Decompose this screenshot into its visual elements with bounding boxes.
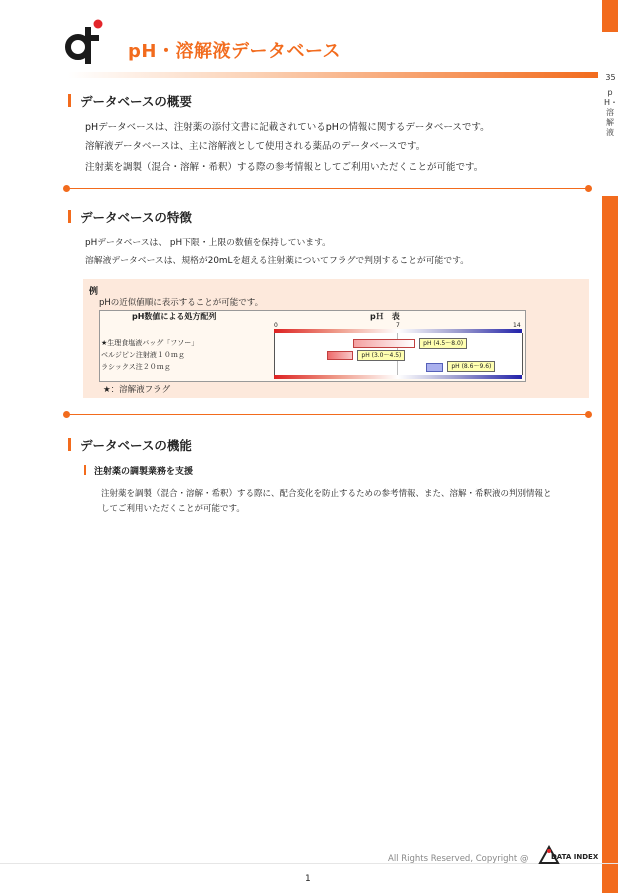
section-marker [68, 438, 71, 451]
overview-line-3: 注射薬を調製（混合・溶解・希釈）する際の参考情報としてご利用いただくことが可能です。 [85, 162, 484, 173]
ph-range-bar [426, 363, 444, 372]
data-index-brand: DATA INDEX [551, 853, 599, 861]
functions-line-2: してご利用いただくことが可能です。 [101, 504, 245, 514]
features-title: データベースの特徴 [80, 210, 192, 225]
functions-subtitle: 注射薬の調製業務を支援 [94, 467, 194, 477]
ph-range-label: pH (3.0～4.5) [357, 350, 405, 361]
ph-scale-bottom-bar [274, 375, 522, 379]
side-tab-number: 35 [605, 73, 616, 82]
divider-dot-right [585, 411, 592, 418]
page-title: pH・溶解液データベース [128, 41, 342, 62]
header-gradient-line [68, 72, 598, 78]
ph-scale-title: pＨ 表 [370, 312, 400, 321]
features-line-1: pHデータベースは、 pH下限・上限の数値を保持しています。 [85, 238, 331, 248]
overview-line-1: pHデータベースは、注射薬の添付文書に記載されているpHの情報に関するデータベースです。 [85, 122, 490, 133]
section-divider [67, 414, 589, 415]
features-line-2: 溶解液データベースは、規格が20mLを超える注射薬についてフラグで判別することが可能です。 [85, 256, 470, 266]
functions-title: データベースの機能 [80, 438, 192, 453]
scale-tick-7: 7 [396, 322, 400, 329]
drug-name-3: ラシックス注２０ｍｇ [101, 363, 171, 371]
subsection-marker [84, 465, 86, 475]
copyright-text: All Rights Reserved, Copyright @ [388, 854, 529, 864]
functions-line-1: 注射薬を調製（混合・溶解・希釈）する際に、配合変化を防止するための参考情報、また、溶解・希釈液の判別情報と [101, 489, 552, 499]
side-tab-label: pH・溶解液 [604, 88, 618, 137]
ph-range-bar [327, 351, 353, 360]
side-tab-top [602, 0, 618, 32]
overview-title: データベースの概要 [80, 94, 192, 109]
company-logo-icon [63, 17, 111, 67]
example-description: pHの近似値順に表示することが可能です。 [99, 298, 264, 308]
side-tab-bottom [602, 196, 618, 893]
overview-line-2: 溶解液データベースは、主に溶解液として使用される薬品のデータベースです。 [85, 141, 426, 152]
drug-name-2: ベルジピン注射液１０ｍｇ [101, 351, 185, 359]
section-marker [68, 210, 71, 223]
drug-name-1: ★生理食塩液バッグ「フソー」 [101, 339, 199, 347]
ph-range-label: pH (4.5～8.0) [419, 338, 467, 349]
scale-tick-0: 0 [274, 322, 278, 329]
example-heading: 例 [89, 287, 99, 297]
divider-dot-right [585, 185, 592, 192]
section-divider [67, 188, 589, 189]
ph-range-label: pH (8.6～9.6) [447, 361, 495, 372]
page-number: 1 [305, 874, 311, 884]
flag-note: ★：溶解液フラグ [103, 385, 171, 395]
ph-table-title: pH数値による処方配列 [132, 312, 217, 321]
section-marker [68, 94, 71, 107]
ph-range-bar [353, 339, 415, 348]
scale-tick-14: 14 [513, 322, 521, 329]
